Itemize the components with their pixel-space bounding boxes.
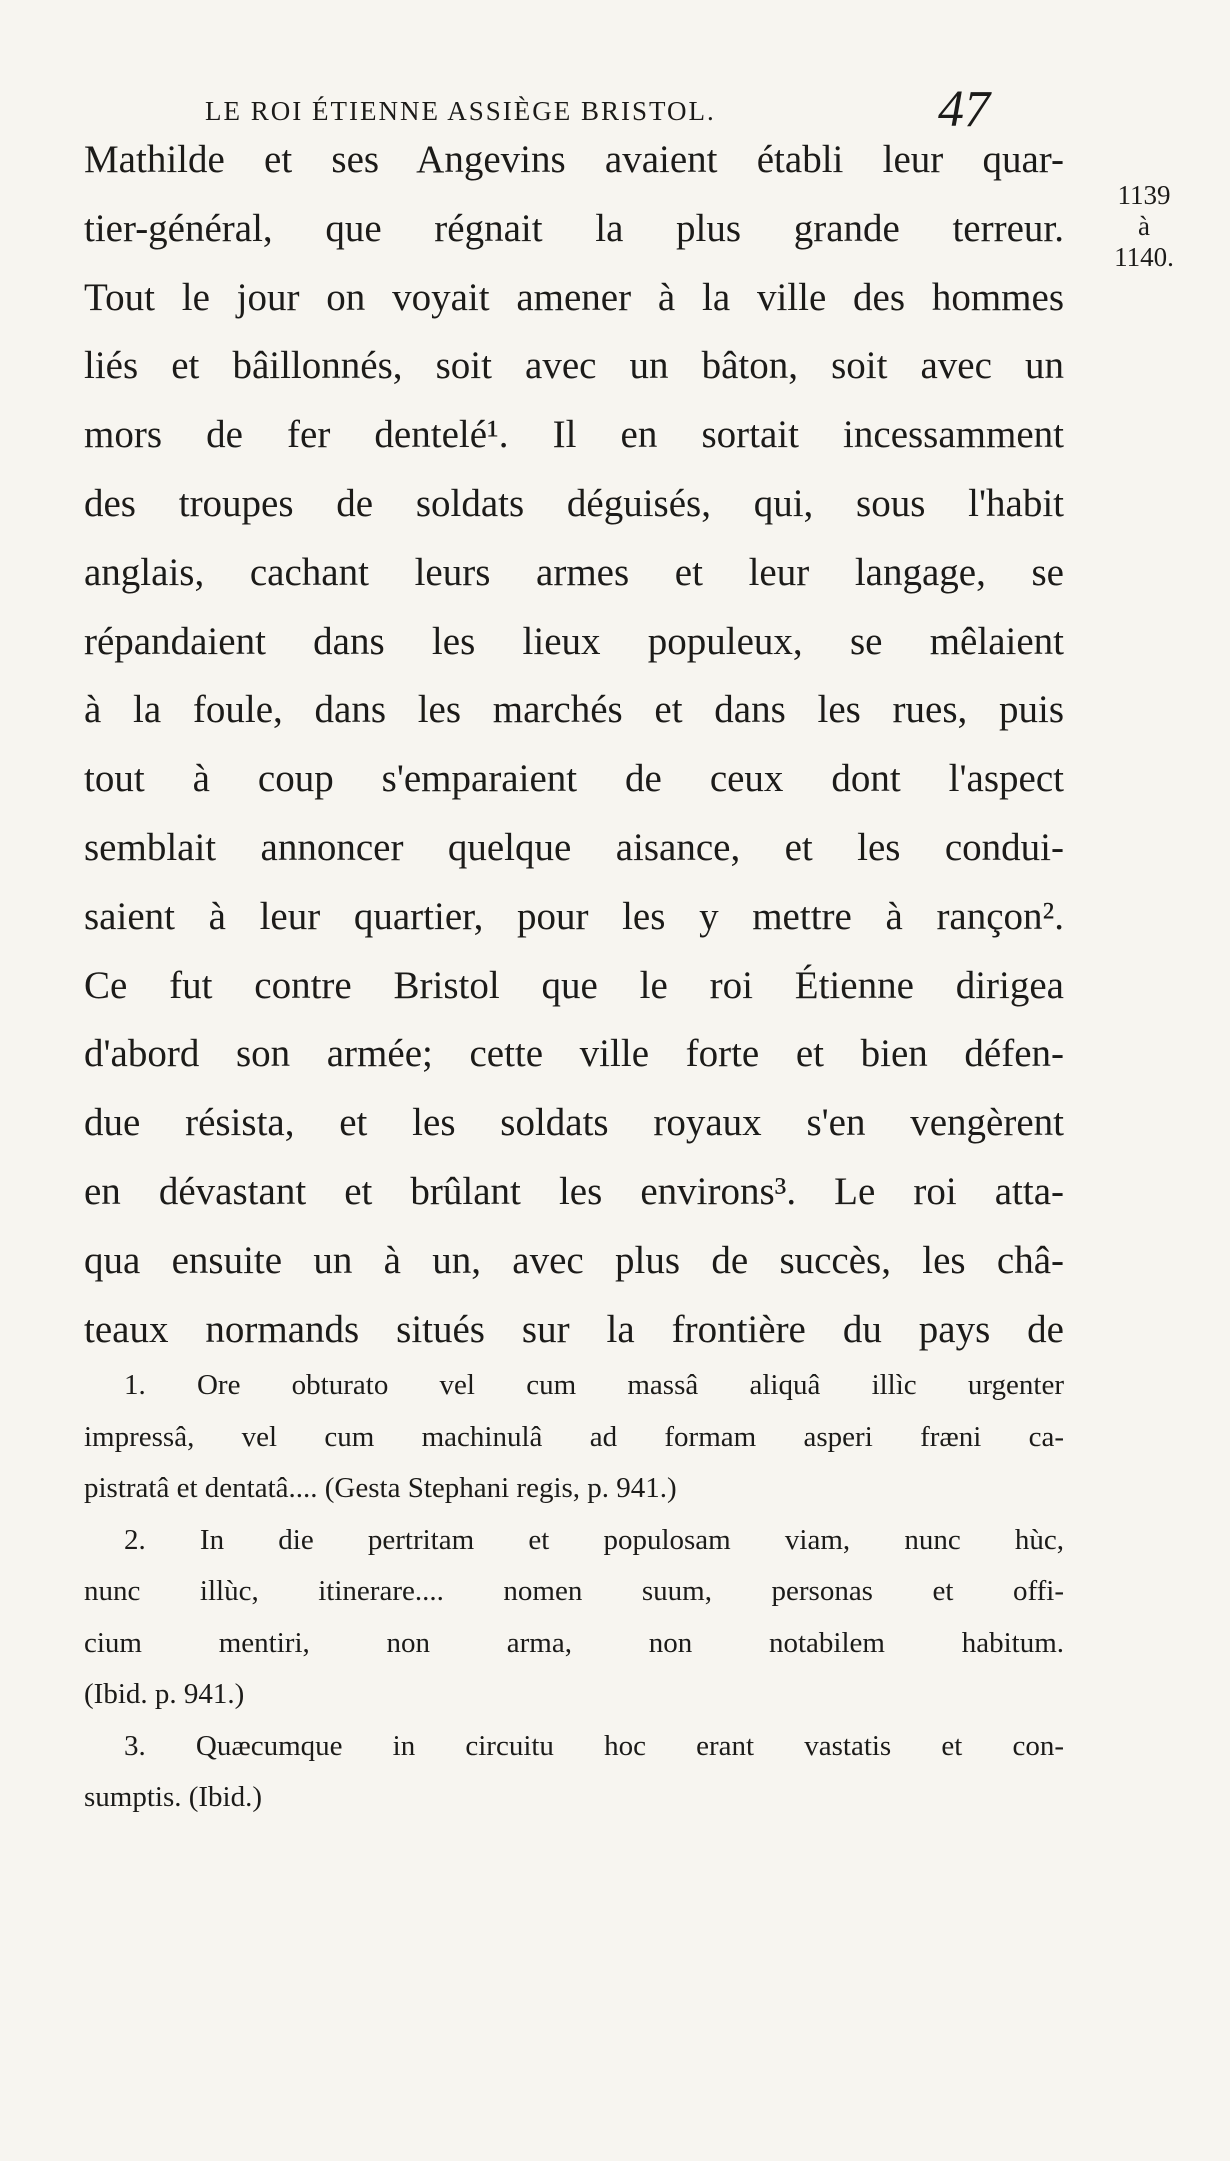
text-line: anglais, cachant leurs armes et leur langage, se [84, 550, 1064, 594]
text-line: des troupes de soldats déguisés, qui, sous l'habit [84, 481, 1064, 525]
text-line: d'abord son armée; cette ville forte et bien défen- [84, 1032, 1064, 1076]
text-line: répandaient dans les lieux populeux, se mêlaient [84, 619, 1064, 663]
page-number: 47 [938, 81, 990, 138]
text-line: liés et bâillonnés, soit avec un bâton, soit avec un [84, 344, 1064, 388]
text-line: Tout le jour on voyait amener à la ville des hommes [84, 275, 1064, 319]
text-line: tier-général, que régnait la plus grande terreur. [84, 206, 1064, 250]
text-line: saient à leur quartier, pour les y mettre à rançon². [84, 894, 1064, 938]
footnote-line: impressâ, vel cum machinulâ ad formam asperi fræni ca- [84, 1420, 1064, 1453]
running-header: LE ROI ÉTIENNE ASSIÈGE BRISTOL. [205, 96, 716, 126]
footnote-line: sumptis. (Ibid.) [84, 1781, 263, 1813]
text-line: teaux normands situés sur la frontière du pays de [84, 1307, 1064, 1351]
footnote-line: 1. Ore obturato vel cum massâ aliquâ illìc urgenter [124, 1369, 1064, 1401]
margin-date-note [1084, 180, 1204, 273]
text-line: mors de fer dentelé¹. Il en sortait incessamment [84, 413, 1064, 457]
text-line: en dévastant et brûlant les environs³. Le roi atta- [84, 1169, 1064, 1213]
footnote-line: 3. Quæcumque in circuitu hoc erant vastatis et con- [124, 1729, 1064, 1762]
footnote-line: (Ibid. p. 941.) [84, 1678, 245, 1710]
text-line: qua ensuite un à un, avec plus de succès, les châ- [84, 1238, 1064, 1282]
footnotes [84, 1360, 1064, 1824]
footnote-line: pistratâ et dentatâ.... (Gesta Stephani regis, p. 941.) [84, 1472, 677, 1504]
footnote-line: 2. In die pertritam et populosam viam, nunc hùc, [124, 1523, 1064, 1556]
margin-year-start: 1139 [1117, 180, 1171, 210]
text-line: semblait annoncer quelque aisance, et les condui- [84, 825, 1064, 869]
text-line: due résista, et les soldats royaux s'en vengèrent [84, 1101, 1064, 1145]
margin-year-separator: à [1138, 211, 1150, 241]
text-line: à la foule, dans les marchés et dans les rues, puis [84, 688, 1064, 732]
margin-year-end: 1140. [1114, 242, 1174, 272]
text-line: Ce fut contre Bristol que le roi Étienne dirigea [84, 963, 1064, 1007]
text-line: tout à coup s'emparaient de ceux dont l'aspect [84, 757, 1064, 801]
text-line: Mathilde et ses Angevins avaient établi leur quar- [84, 138, 1064, 181]
main-text [84, 126, 1064, 1364]
footnote-line: nunc illùc, itinerare.... nomen suum, personas et offi- [84, 1575, 1064, 1607]
footnote-line: cium mentiri, non arma, non notabilem habitum. [84, 1626, 1064, 1659]
